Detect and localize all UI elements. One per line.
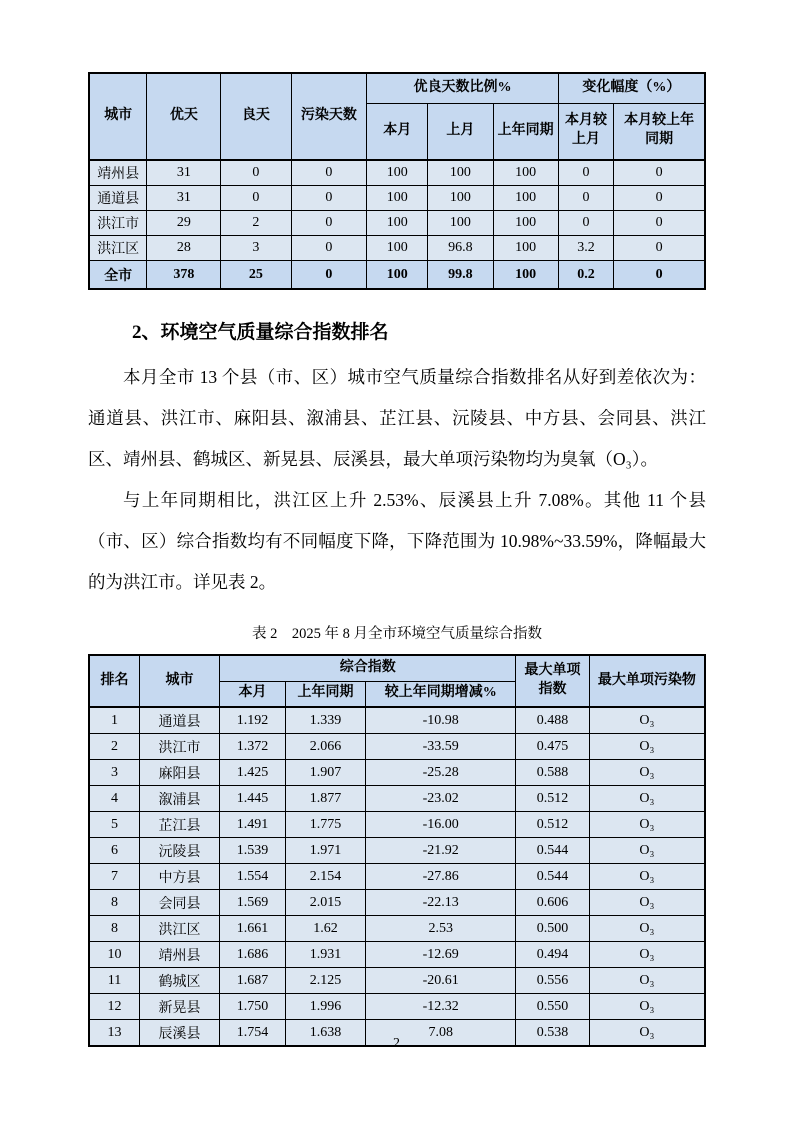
- col-header-city: 城市: [89, 73, 147, 160]
- table-cell: O₃: [589, 786, 705, 812]
- table-cell: O₃: [589, 968, 705, 994]
- table-cell: 1.638: [285, 1020, 365, 1047]
- table-row: [89, 261, 705, 290]
- col-header-city: 城市: [140, 655, 220, 707]
- table-cell: 0: [291, 211, 367, 236]
- table1-body: [89, 160, 705, 261]
- col-header-max-pollutant: 最大单项污染物: [589, 655, 705, 707]
- table-cell: 1.996: [285, 994, 365, 1020]
- table-cell: 中方县: [140, 864, 220, 890]
- table-cell: 0.556: [516, 968, 589, 994]
- table-cell: 全市: [89, 261, 147, 290]
- table-cell: 1.491: [220, 812, 286, 838]
- table-cell: 0: [291, 261, 367, 290]
- table-cell: 0: [614, 236, 705, 261]
- table-cell: 溆浦县: [140, 786, 220, 812]
- table-cell: 6: [89, 838, 140, 864]
- table-cell: 0: [291, 160, 367, 186]
- table2-header: [89, 655, 705, 707]
- table-cell: 100: [367, 186, 428, 211]
- table-cell: 1.62: [285, 916, 365, 942]
- table-cell: 0: [558, 160, 613, 186]
- table-cell: 靖州县: [89, 160, 147, 186]
- table-cell: 25: [221, 261, 291, 290]
- table-cell: O₃: [589, 994, 705, 1020]
- table-cell: -27.86: [366, 864, 516, 890]
- col-header-last-year-period: 上年同期: [493, 103, 558, 160]
- table-cell: 0.606: [516, 890, 589, 916]
- table-cell: 31: [147, 160, 221, 186]
- table-cell: 8: [89, 890, 140, 916]
- table-row: [89, 994, 705, 1020]
- table-cell: 28: [147, 236, 221, 261]
- table-cell: 1.554: [220, 864, 286, 890]
- table-row: [89, 160, 705, 186]
- page-number: 2: [393, 1036, 400, 1051]
- table-row: [89, 942, 705, 968]
- table-row: [89, 890, 705, 916]
- table-cell: 1.971: [285, 838, 365, 864]
- table-cell: 0.512: [516, 786, 589, 812]
- table-cell: 1: [89, 707, 140, 734]
- table-cell: -21.92: [366, 838, 516, 864]
- table-cell: 麻阳县: [140, 760, 220, 786]
- table-row: [89, 707, 705, 734]
- table-cell: O₃: [589, 942, 705, 968]
- table-cell: 靖州县: [140, 942, 220, 968]
- col-header-this-month: 本月: [367, 103, 428, 160]
- table-cell: -20.61: [366, 968, 516, 994]
- table-cell: -12.69: [366, 942, 516, 968]
- table-cell: 1.877: [285, 786, 365, 812]
- table-cell: 0.500: [516, 916, 589, 942]
- table-cell: 100: [493, 160, 558, 186]
- table1-header: [89, 73, 705, 160]
- table-cell: 辰溪县: [140, 1020, 220, 1047]
- table-cell: 100: [493, 236, 558, 261]
- table-row: [89, 864, 705, 890]
- table-cell: 7: [89, 864, 140, 890]
- table-cell: O₃: [589, 760, 705, 786]
- table-cell: 96.8: [428, 236, 493, 261]
- table-cell: 1.687: [220, 968, 286, 994]
- table-cell: 378: [147, 261, 221, 290]
- table-cell: -25.28: [366, 760, 516, 786]
- table-cell: 2: [221, 211, 291, 236]
- table-cell: 1.569: [220, 890, 286, 916]
- table-row: [89, 968, 705, 994]
- col-header-rank: 排名: [89, 655, 140, 707]
- table-cell: 12: [89, 994, 140, 1020]
- table-cell: 100: [428, 211, 493, 236]
- table-cell: 鹤城区: [140, 968, 220, 994]
- col-header-polluted-days: 污染天数: [291, 73, 367, 160]
- table-cell: O₃: [589, 734, 705, 760]
- table-cell: 0.544: [516, 838, 589, 864]
- table-cell: 1.686: [220, 942, 286, 968]
- table-cell: 1.425: [220, 760, 286, 786]
- table-cell: 4: [89, 786, 140, 812]
- col-header-yoy-change: 较上年同期增减%: [366, 681, 516, 707]
- table-cell: 0.538: [516, 1020, 589, 1047]
- table-row: [89, 211, 705, 236]
- table-cell: 2: [89, 734, 140, 760]
- table-cell: 0.494: [516, 942, 589, 968]
- table-cell: 100: [493, 211, 558, 236]
- col-group-good-rate: 优良天数比例%: [367, 73, 559, 103]
- table-cell: O₃: [589, 707, 705, 734]
- table-cell: O₃: [589, 864, 705, 890]
- table-cell: 0.544: [516, 864, 589, 890]
- table-cell: 11: [89, 968, 140, 994]
- table1-total-row: [89, 261, 705, 290]
- table-cell: 2.066: [285, 734, 365, 760]
- table-cell: 100: [493, 261, 558, 290]
- table-cell: 1.339: [285, 707, 365, 734]
- table-cell: 5: [89, 812, 140, 838]
- table-cell: 10: [89, 942, 140, 968]
- table2-caption: 表 2 2025 年 8 月全市环境空气质量综合指数: [252, 626, 542, 642]
- table-cell: 2.154: [285, 864, 365, 890]
- table-cell: 31: [147, 186, 221, 211]
- table-cell: 0: [558, 211, 613, 236]
- table-cell: 100: [367, 261, 428, 290]
- col-header-max-single-index: 最大单项指数: [516, 655, 589, 707]
- table-cell: 1.907: [285, 760, 365, 786]
- col-header-vs-last-year: 本月较上年同期: [614, 103, 705, 160]
- col-header-excellent-days: 优天: [147, 73, 221, 160]
- page-content: [88, 72, 706, 1047]
- table-cell: 99.8: [428, 261, 493, 290]
- table-cell: 0.475: [516, 734, 589, 760]
- table-cell: 洪江区: [89, 236, 147, 261]
- col-header-vs-last-month: 本月较上月: [558, 103, 613, 160]
- table-cell: 0.2: [558, 261, 613, 290]
- table-cell: 0: [614, 160, 705, 186]
- table-cell: 沅陵县: [140, 838, 220, 864]
- table-cell: O₃: [589, 890, 705, 916]
- table-cell: 0.550: [516, 994, 589, 1020]
- table-row: [89, 760, 705, 786]
- table-cell: 0.588: [516, 760, 589, 786]
- table-cell: 芷江县: [140, 812, 220, 838]
- table-cell: -10.98: [366, 707, 516, 734]
- table-cell: 100: [367, 236, 428, 261]
- table-cell: 3.2: [558, 236, 613, 261]
- table-cell: -16.00: [366, 812, 516, 838]
- table-cell: 8: [89, 916, 140, 942]
- col-header-last-month: 上月: [428, 103, 493, 160]
- table-cell: 0: [291, 236, 367, 261]
- table-cell: 1.539: [220, 838, 286, 864]
- table-cell: 1.661: [220, 916, 286, 942]
- table-cell: O₃: [589, 916, 705, 942]
- table-cell: 1.192: [220, 707, 286, 734]
- col-group-change: 变化幅度（%）: [558, 73, 705, 103]
- table-cell: 洪江市: [89, 211, 147, 236]
- table-cell: 100: [493, 186, 558, 211]
- table-cell: 0.512: [516, 812, 589, 838]
- table-row: [89, 236, 705, 261]
- table-cell: 会同县: [140, 890, 220, 916]
- table-cell: 新晃县: [140, 994, 220, 1020]
- table-cell: -33.59: [366, 734, 516, 760]
- table-row: [89, 916, 705, 942]
- ranking-paragraph: 本月全市 13 个县（市、区）城市空气质量综合指数排名从好到差依次为：通道县、洪江市、麻阳县、溆浦县、芷江县、沅陵县、中方县、会同县、洪江区、靖州县、鹤城区、新晃县、辰溪县，最大单项污染物均为臭氧（O₃）。: [88, 367, 706, 469]
- table-cell: 0: [221, 186, 291, 211]
- table2-body: [89, 707, 705, 1046]
- table-cell: 2.125: [285, 968, 365, 994]
- table-cell: -12.32: [366, 994, 516, 1020]
- table-cell: 13: [89, 1020, 140, 1047]
- table-row: [89, 186, 705, 211]
- col-header-good-days: 良天: [221, 73, 291, 160]
- table-row: [89, 786, 705, 812]
- table-cell: -23.02: [366, 786, 516, 812]
- table-cell: O₃: [589, 812, 705, 838]
- table-cell: 3: [89, 760, 140, 786]
- table-cell: 100: [428, 160, 493, 186]
- table-cell: 1.750: [220, 994, 286, 1020]
- table-cell: 1.372: [220, 734, 286, 760]
- table-cell: 洪江市: [140, 734, 220, 760]
- col-group-composite-index: 综合指数: [220, 655, 516, 681]
- table-cell: 100: [428, 186, 493, 211]
- table-row: [89, 838, 705, 864]
- table-row: [89, 812, 705, 838]
- table-cell: -22.13: [366, 890, 516, 916]
- table-cell: 100: [367, 211, 428, 236]
- comparison-paragraph: 与上年同期相比，洪江区上升 2.53%、辰溪县上升 7.08%。其他 11 个县（市、区）综合指数均有不同幅度下降，下降范围为 10.98%~33.59%，降幅最大的为洪江市。详见表 2。: [88, 490, 706, 592]
- table-cell: 通道县: [140, 707, 220, 734]
- col-header-last-year-period: 上年同期: [285, 681, 365, 707]
- composite-index-table: [88, 654, 706, 1047]
- table-cell: 2.53: [366, 916, 516, 942]
- table-row: [89, 734, 705, 760]
- air-quality-days-table: [88, 72, 706, 290]
- table-cell: O₃: [589, 1020, 705, 1047]
- table-cell: 0: [614, 186, 705, 211]
- table-cell: 1.445: [220, 786, 286, 812]
- table-cell: 0: [614, 211, 705, 236]
- table-cell: 1.931: [285, 942, 365, 968]
- table-cell: 通道县: [89, 186, 147, 211]
- table-cell: 2.015: [285, 890, 365, 916]
- table-cell: 1.754: [220, 1020, 286, 1047]
- table-cell: 0: [221, 160, 291, 186]
- table-cell: 0.488: [516, 707, 589, 734]
- table-cell: 29: [147, 211, 221, 236]
- table-cell: 7.08: [366, 1020, 516, 1047]
- section-heading: 2、环境空气质量综合指数排名: [132, 322, 389, 343]
- table-cell: 100: [367, 160, 428, 186]
- table-cell: 1.775: [285, 812, 365, 838]
- table-cell: 0: [291, 186, 367, 211]
- table-cell: 3: [221, 236, 291, 261]
- table-cell: O₃: [589, 838, 705, 864]
- table-cell: 洪江区: [140, 916, 220, 942]
- col-header-this-month: 本月: [220, 681, 286, 707]
- table-cell: 0: [614, 261, 705, 290]
- table-cell: 0: [558, 186, 613, 211]
